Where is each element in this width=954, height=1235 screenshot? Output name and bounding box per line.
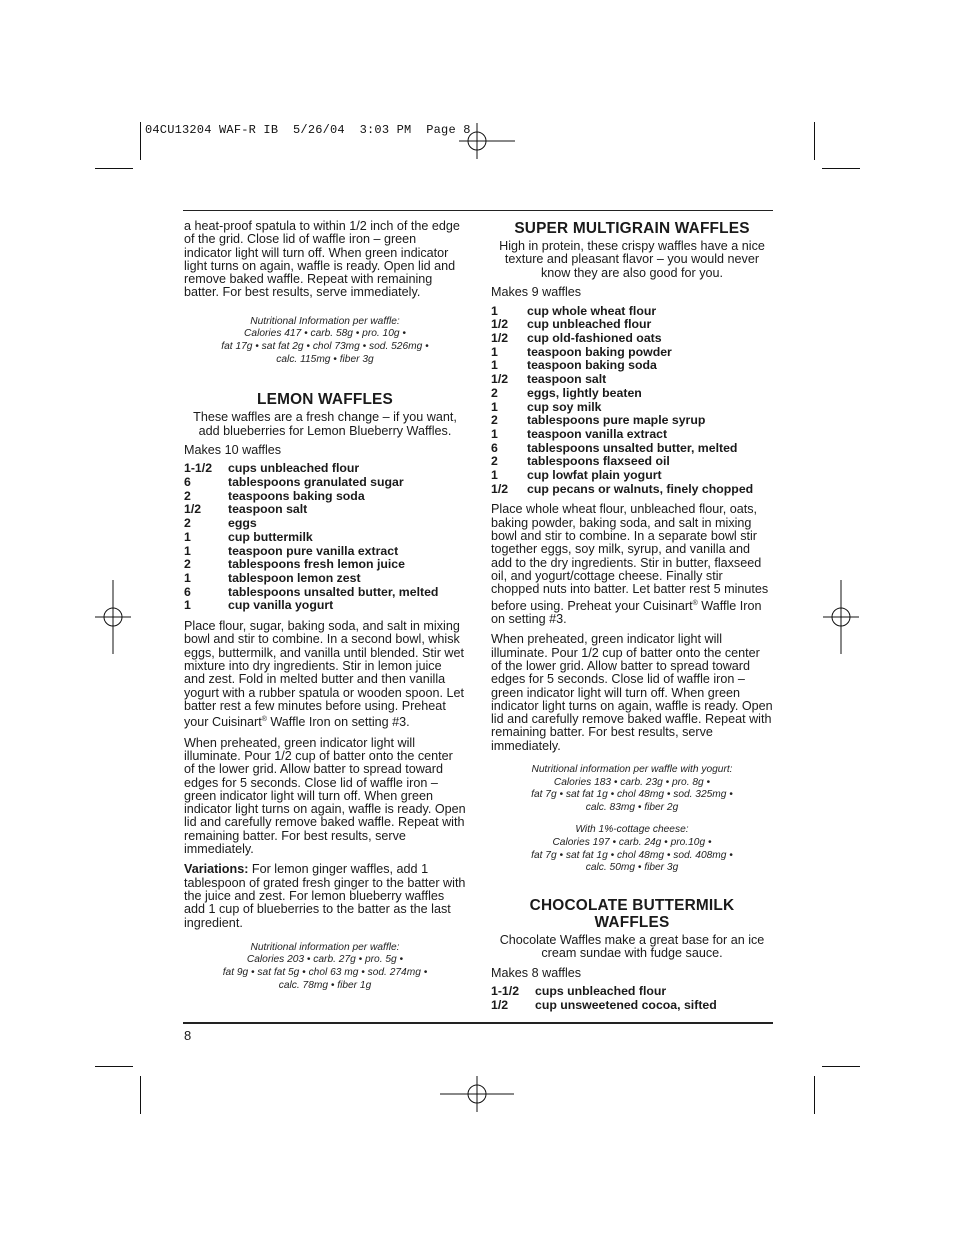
- ingredient: 1/2 teaspoon salt: [184, 502, 308, 517]
- multigrain-nutrition-cottage: With 1%-cottage cheese: Calories 197 • carb. 24g • pro.10g • fat 7g • sat fat 1g • chol 48mg • sod. 408mg • calc. 50mg • fiber 3g: [531, 824, 733, 874]
- ingredient: 2 eggs: [184, 516, 257, 531]
- ingredient: 1/2 cup unbleached flour: [491, 317, 652, 332]
- ingredient: 1 cup whole wheat flour: [491, 303, 657, 318]
- right-column: [491, 220, 773, 1012]
- lemon-step-1: Place flour, sugar, baking soda, and salt in mixing bowl and stir to combine. In a second bowl, whisk eggs, buttermilk, and vanilla until blended. Stir wet mixture into dry ingredients. Stir in lemon juice and zest. Fold in melted butter and then vanilla yogurt with a rubber spatula or wooden spoon. Let batter rest a few minutes before using. Preheat your Cuisinart® Waffle Iron on setting #3.: [184, 619, 465, 730]
- lemon-nutrition-info: Nutritional information per waffle: Calories 203 • carb. 27g • pro. 5g • fat 9g • sat fat 5g • chol 63 mg • sod. 274mg • calc. 78mg • fiber 1g: [222, 941, 428, 991]
- ingredient: 1 teaspoon baking soda: [491, 358, 657, 373]
- ingredient: 1/2 cup unsweetened cocoa, sifted: [491, 997, 717, 1012]
- lemon-intro: These waffles are a fresh change – if you want, add blueberries for Lemon Blueberry Waffles.: [193, 410, 457, 438]
- multigrain-ingredient-list: [491, 305, 773, 497]
- ingredient: 1/2 cup old-fashioned oats: [491, 331, 662, 346]
- ingredient: 2 tablespoons fresh lemon juice: [184, 557, 405, 572]
- multigrain-intro: High in protein, these crispy waffles have a nice texture and pleasant flavor – you would never know they are also good for you.: [499, 239, 765, 280]
- ingredient: 1/2 teaspoon salt: [491, 372, 607, 387]
- nutrition-info-1: Nutritional Information per waffle: Calories 417 • carb. 58g • pro. 10g • fat 17g • sat fat 2g • chol 73mg • sod. 526mg • calc. 115mg • fiber 3g: [221, 315, 429, 365]
- multigrain-makes: Makes 9 waffles: [491, 285, 582, 300]
- ingredient: 1 cup buttermilk: [184, 529, 313, 544]
- lemon-ingredient-list: [184, 462, 466, 613]
- multigrain-nutrition-yogurt: Nutritional information per waffle with yogurt: Calories 183 • carb. 23g • pro. 8g • fat 7g • sat fat 1g • chol 48mg • sod. 325mg • calc. 83mg • fiber 2g: [531, 764, 733, 813]
- lemon-variations: Variations: For lemon ginger waffles, add 1 tablespoon of grated fresh ginger to the batter with the juice and zest. For lemon blueberry waffles add 1 cup of blueberries to the batter as the last ingredient.: [184, 862, 466, 930]
- ingredient: 2 tablespoons pure maple syrup: [491, 413, 706, 428]
- ingredient: 1 tablespoon lemon zest: [184, 571, 361, 585]
- ingredient: 6 tablespoons unsalted butter, melted: [491, 440, 738, 455]
- ingredient: 1 teaspoon vanilla extract: [491, 426, 668, 441]
- ingredient: 1-1/2 cups unbleached flour: [491, 983, 667, 998]
- multigrain-step-2: When preheated, green indicator light will illuminate. Pour 1/2 cup of batter onto the center of the lower grid. Allow batter to spread toward edges for 5 seconds. Close lid of waffle iron – green indicator light will turn off. When green indicator light turns on again, waffle is ready. Open lid and carefully remove baked waffle. Repeat with remaining batter. For best results, serve immediately.: [491, 632, 773, 753]
- ingredient: 2 eggs, lightly beaten: [491, 385, 642, 400]
- ingredient: 2 tablespoons flaxseed oil: [491, 454, 670, 469]
- chocolate-ingredient-list: [491, 985, 773, 1012]
- continued-text: a heat-proof spatula to within 1/2 inch of the edge of the grid. Close lid of waffle iron – green indicator light will turn off. When green indicator light turns on again, waffle is ready. Open lid and remove baked waffle. Repeat with remaining batter. For best results, serve immediately.: [184, 219, 460, 300]
- chocolate-intro: Chocolate Waffles make a great base for an ice cream sundae with fudge sauce.: [499, 932, 765, 961]
- print-slug: 04CU13204 WAF-R IB 5/26/04 3:03 PM Page 8: [145, 123, 471, 137]
- ingredient: 1-1/2 cups unbleached flour: [184, 461, 360, 476]
- chocolate-makes: Makes 8 waffles: [491, 965, 582, 980]
- registration-mark-bottom: [440, 1076, 514, 1112]
- bottom-rule: [183, 1022, 773, 1024]
- ingredient: 1/2 cup pecans or walnuts, finely chopped: [491, 481, 754, 496]
- registration-mark-left: [95, 580, 131, 654]
- lemon-waffles-title: LEMON WAFFLES: [257, 391, 393, 409]
- ingredient: 1 cup lowfat plain yogurt: [491, 468, 662, 483]
- ingredient: 2 teaspoons baking soda: [184, 488, 365, 503]
- left-column: [184, 220, 466, 992]
- registration-mark-right: [823, 580, 859, 654]
- lemon-makes: Makes 10 waffles: [184, 442, 282, 457]
- lemon-step-2: When preheated, green indicator light will illuminate. Pour 1/2 cup of batter onto the center of the lower grid. Allow batter to spread toward edges for 5 seconds. Close lid of waffle iron – green indicator light will turn off. When green indicator light turns on again, waffle is ready. Open lid and carefully remove baked waffle. Repeat with remaining batter. For best results, serve immediately.: [184, 735, 466, 857]
- ingredient: 1 cup vanilla yogurt: [184, 598, 334, 613]
- ingredient: 6 tablespoons unsalted butter, melted: [184, 584, 439, 599]
- chocolate-waffles-title: CHOCOLATE BUTTERMILK WAFFLES: [529, 896, 735, 931]
- top-rule: [183, 210, 773, 211]
- ingredient: 1 teaspoon baking powder: [491, 344, 672, 359]
- page-number: 8: [184, 1028, 192, 1043]
- multigrain-step-1: Place whole wheat flour, unbleached flour, oats, baking powder, baking soda, and salt in mixing bowl and stir to combine. In a separate bowl stir together eggs, soy milk, syrup, and vanilla and add to the dry ingredients. Stir in butter, flaxseed oil, and yogurt/cottage cheese. Finally stir chopped nuts into batter. Let batter rest 5 minutes before using. Preheat your Cuisinart® Waffle Iron on setting #3.: [491, 502, 769, 627]
- ingredient: 1 teaspoon pure vanilla extract: [184, 543, 399, 558]
- registration-mark-top: [459, 123, 515, 159]
- ingredient: 1 cup soy milk: [491, 399, 602, 414]
- ingredient: 6 tablespoons granulated sugar: [184, 475, 404, 490]
- multigrain-waffles-title: SUPER MULTIGRAIN WAFFLES: [514, 220, 750, 237]
